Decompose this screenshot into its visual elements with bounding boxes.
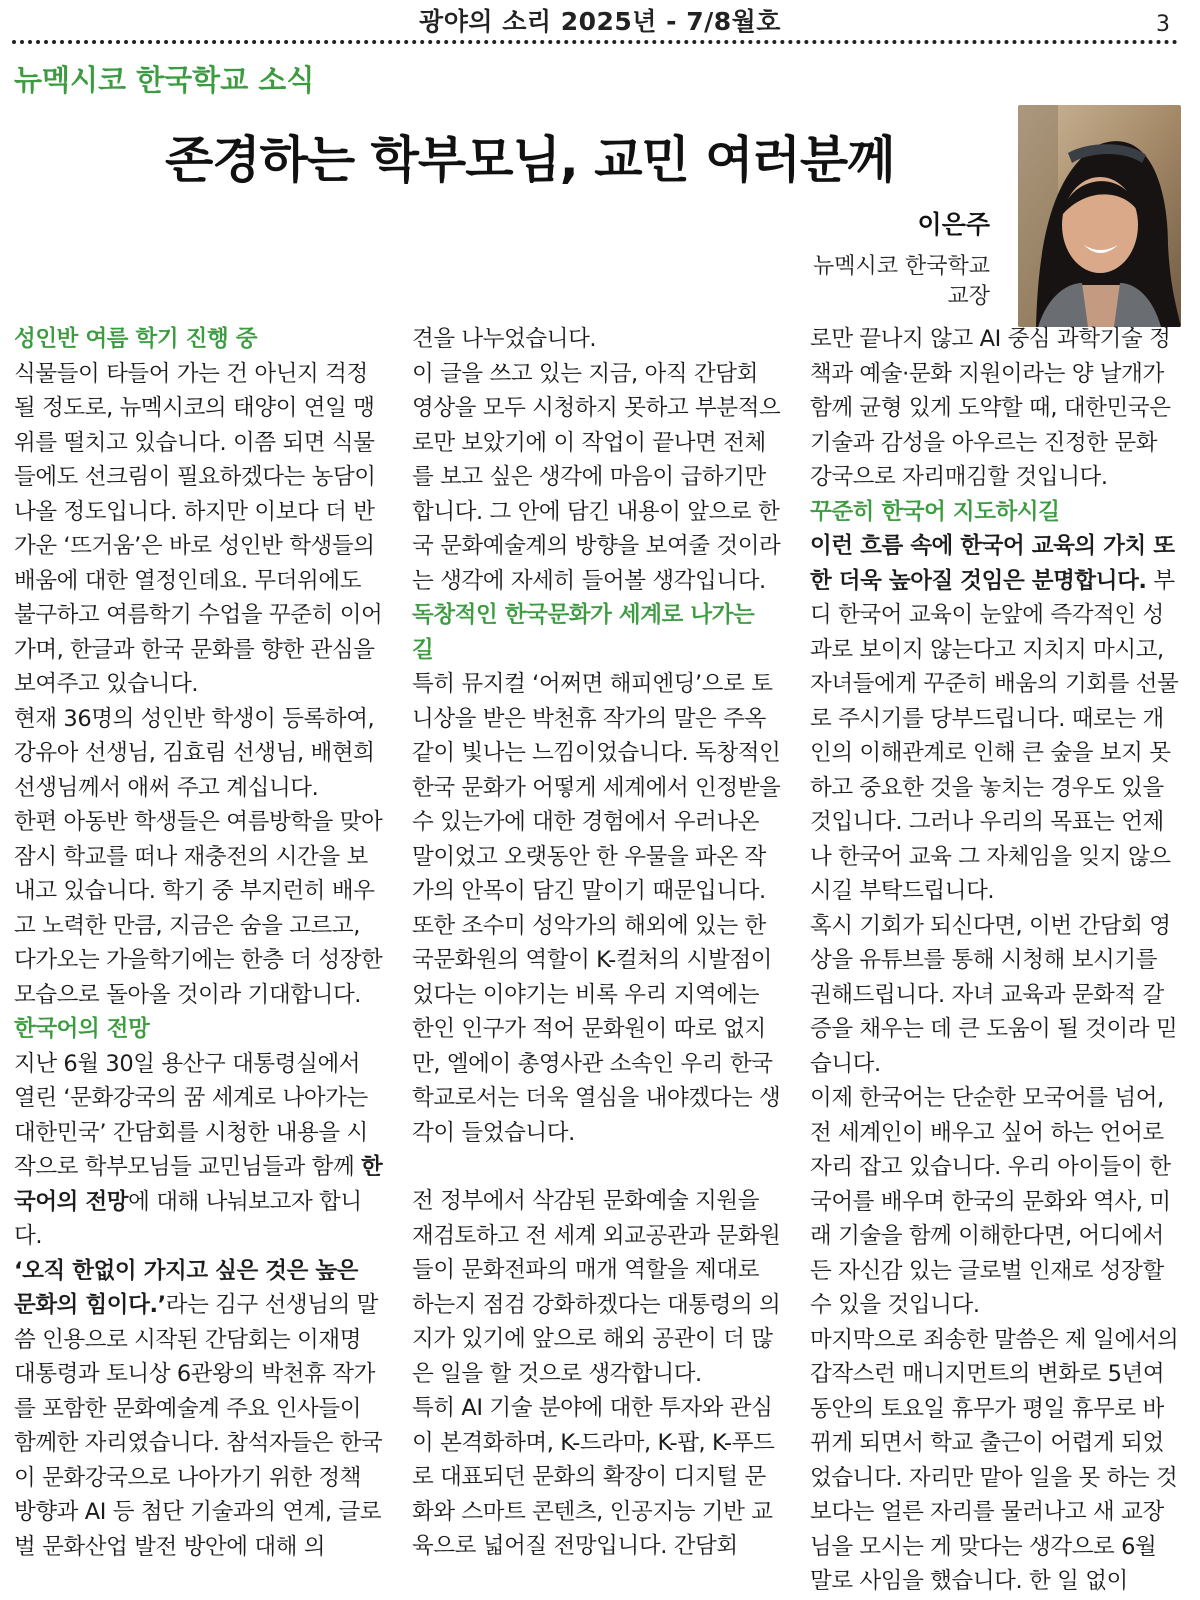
section-title: 뉴멕시코 한국학교 소식 xyxy=(14,63,315,97)
text-run: 라는 김구 선생님의 말씀 인용으로 시작된 간담회는 이재명 대통령과 토니상 6관왕의 박천휴 작가를 포함한 문화예술계 주요 인사들이 함께한 자리였습니다. 참석자들은 한국이 문화강국으로 나아가기 위한 정책 방향과 AI 등 첨단 기술과의 연계, 글로벌 문화산업 발전 방안에 대해 의 xyxy=(14,1292,383,1560)
paragraph xyxy=(14,1047,384,1254)
subheading-adult-class: 성인반 여름 학기 진행 중 xyxy=(14,326,258,352)
paragraph: 혹시 기회가 되신다면, 이번 간담회 영상을 유튜브를 통해 시청해 보시기를 권해드립니다. 자녀 교육과 문화적 갈증을 채우는 데 큰 도움이 될 것이라 믿습니다. xyxy=(810,912,1178,1077)
paragraph: 마지막으로 죄송한 말씀은 제 일에서의 갑작스런 매니지먼트의 변화로 5년여 동안의 토요일 휴무가 평일 휴무로 바뀌게 되면서 학교 출근이 어렵게 되었었습니다. 자리만 맡아 일을 못 하는 것보다는 얼른 자리를 물러나고 새 교장님을 모시는 게 맞다는 생각으로 6월 말로 사임을 했습니다. 한 일 없이 xyxy=(810,1326,1179,1594)
subheading-keep-teaching: 꾸준히 한국어 지도하시길 xyxy=(810,498,1060,525)
paragraph: 한편 아동반 학생들은 여름방학을 맞아 잠시 학교를 떠나 재충전의 시간을 보내고 있습니다. 학기 중 부지런히 배우고 노력한 만큼, 지금은 숨을 고르고, 다가오는 가을학기에는 한층 더 성장한 모습으로 돌아올 것이라 기대합니다. xyxy=(14,809,383,1008)
paragraph xyxy=(14,1254,384,1565)
text-run: 에 대해 나눠보고자 합니다. xyxy=(14,1188,362,1249)
author-affiliation xyxy=(813,252,990,312)
subheading-korean-culture: 독창적인 한국문화가 세계로 나가는 길 xyxy=(412,602,755,663)
author-org: 뉴멕시코 한국학교 xyxy=(812,254,990,279)
author-role: 교장 xyxy=(947,284,990,309)
paragraph: 로만 끝나지 않고 AI 중심 과학기술 정책과 예술·문화 지원이라는 양 날개가 함께 균형 있게 도약할 때, 대한민국은 기술과 감성을 아우르는 진정한 문화 강국으로 자리매김할 것입니다. xyxy=(810,326,1171,490)
author-photo xyxy=(1018,105,1181,327)
page-number: 3 xyxy=(1156,12,1170,37)
bold-text: 한국어의 전망 xyxy=(14,1154,383,1215)
article-column-2 xyxy=(412,322,782,1564)
paragraph: 식물들이 타들어 가는 건 아닌지 걱정될 정도로, 뉴멕시코의 태양이 연일 맹위를 떨치고 있습니다. 이쯤 되면 식물들에도 선크림이 필요하겠다는 농담이 나올 정도입니다. 하지만 이보다 더 반가운 ‘뜨거움’은 바로 성인반 학생들의 배움에 대한 열정인데요. 무더위에도 불구하고 여름학기 수업을 꾸준히 이어가며, 한글과 한국 문화를 향한 관심을 보여주고 있습니다. xyxy=(14,360,383,697)
text-run: 부디 한국어 교육이 눈앞에 즉각적인 성과로 보이지 않는다고 지치지 마시고, 자녀들에게 꾸준히 배움의 기회를 선물로 주시기를 당부드립니다. 때로는 개인의 이해관계로 인해 큰 숲을 보지 못하고 중요한 것을 놓치는 경우도 있을 것입니다. 그러나 우리의 목표는 언제나 한국어 교육 그 자체임을 잊지 않으시길 부탁드립니다. xyxy=(810,567,1179,904)
portrait-image xyxy=(1018,105,1181,327)
paragraph: 특히 뮤지컬 ‘어쩌면 해피엔딩’으로 토니상을 받은 박천휴 작가의 말은 주옥같이 빛나는 느낌이었습니다. 독창적인 한국 문화가 어떻게 세계에서 인정받을 수 있는가에 대한 경험에서 우러나온 말이었고 오랫동안 한 우물을 파온 작가의 안목이 담긴 말이기 때문입니다. 또한 조수미 성악가의 해외에 있는 한국문화원의 역할이 K-컬처의 시발점이었다는 이야기는 비록 우리 지역에는 한인 인구가 적어 문화원이 따로 없지만, 엘에이 총영사관 소속인 우리 한국학교로서는 더욱 열심을 내야겠다는 생각이 들었습니다. xyxy=(412,671,781,1146)
paragraph: 특히 AI 기술 분야에 대한 투자와 관심이 본격화하며, K-드라마, K-팝, K-푸드로 대표되던 문화의 확장이 디지털 문화와 스마트 콘텐츠, 인공지능 기반 교육으로 넓어질 전망입니다. 간담회 xyxy=(412,1395,775,1559)
bold-text: 이런 흐름 속에 한국어 교육의 가치 또한 더욱 높아질 것임은 분명합니다. xyxy=(810,533,1175,594)
article-column-1 xyxy=(14,322,384,1564)
paragraph: 이제 한국어는 단순한 모국어를 넘어, 전 세계인이 배우고 싶어 하는 언어로 자리 잡고 있습니다. 우리 아이들이 한국어를 배우며 한국의 문화와 역사, 미래 기술을 함께 이해한다면, 어디에서든 자신감 있는 글로벌 인재로 성장할 수 있을 것입니다. xyxy=(810,1085,1171,1318)
article-headline: 존경하는 학부모님, 교민 여러분께 xyxy=(165,131,895,189)
paragraph: 전 정부에서 삭감된 문화예술 지원을 재검토하고 전 세계 외교공관과 문화원들이 문화전파의 매개 역할을 제대로 하는지 점검 강화하겠다는 대통령의 의지가 있기에 앞으로 해외 공관이 더 많은 일을 할 것으로 생각합니다. xyxy=(412,1188,781,1387)
paragraph xyxy=(810,529,1180,909)
author-name: 이은주 xyxy=(917,210,990,239)
dotted-divider xyxy=(12,40,1178,44)
bold-quote: ‘오직 한없이 가지고 싶은 것은 높은 문화의 힘이다.’ xyxy=(14,1257,359,1318)
newsletter-header: 광야의 소리 2025년 - 7/8월호 xyxy=(419,7,781,36)
paragraph: 현재 36명의 성인반 학생이 등록하여, 강유아 선생님, 김효림 선생님, 배현희 선생님께서 애써 주고 계십니다. xyxy=(14,705,375,801)
paragraph: 이 글을 쓰고 있는 지금, 아직 간담회 영상을 모두 시청하지 못하고 부분적으로만 보았기에 이 작업이 끝나면 전체를 보고 싶은 생각에 마음이 급하기만 합니다. 그 안에 담긴 내용이 앞으로 한국 문화예술계의 방향을 보여줄 것이라는 생각에 자세히 들어볼 생각입니다. xyxy=(412,360,781,594)
paragraph-gap xyxy=(412,1150,782,1184)
subheading-korean-outlook: 한국어의 전망 xyxy=(14,1016,150,1042)
paragraph: 견을 나누었습니다. xyxy=(412,326,597,352)
article-column-3 xyxy=(810,322,1180,1599)
text-run: 지난 6월 30일 용산구 대통령실에서 열린 ‘문화강국의 꿈 세계로 나아가는 대한민국’ 간담회를 시청한 내용을 시작으로 학부모님들 교민님들과 함께 xyxy=(14,1050,368,1180)
